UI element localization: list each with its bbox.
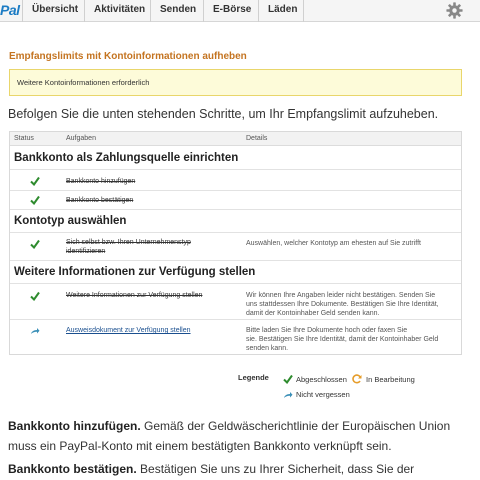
info-notice bbox=[9, 69, 462, 96]
checkmark-icon bbox=[30, 239, 40, 249]
arrow-forward-icon bbox=[30, 327, 40, 335]
task-confirm-bank-account: Bankkonto bestätigen bbox=[66, 197, 134, 204]
detail-line: uns stattdessen Ihre Dokumente. Bestätigen Sie Ihre Identität, bbox=[246, 301, 439, 308]
upload-id-document-link[interactable]: Ausweisdokument zur Verfügung stellen bbox=[66, 327, 191, 334]
detail-line: damit der Kontoinhaber Geld senden kann. bbox=[246, 310, 380, 317]
page-title: Empfangslimits mit Kontoinformationen aufheben bbox=[9, 51, 247, 62]
task-detail-more-info bbox=[246, 291, 456, 318]
checkmark-icon bbox=[30, 291, 40, 301]
nav-divider bbox=[203, 0, 204, 22]
nav-divider bbox=[150, 0, 151, 22]
intro-text: Befolgen Sie die unten stehenden Schritte, um Ihr Empfangslimit aufzuheben. bbox=[8, 107, 439, 121]
nav-divider bbox=[258, 0, 259, 22]
steps-table bbox=[9, 131, 462, 355]
paragraph-heading: Bankkonto hinzufügen. bbox=[8, 419, 141, 433]
task-detail-id-document bbox=[246, 326, 456, 353]
refresh-icon bbox=[352, 374, 362, 384]
legend-title: Legende bbox=[238, 373, 269, 382]
detail-line: senden kann. bbox=[246, 345, 289, 352]
gear-icon[interactable] bbox=[446, 2, 463, 19]
nav-divider bbox=[303, 0, 304, 22]
paragraph-confirm-bank-account bbox=[8, 459, 476, 479]
divider bbox=[10, 232, 461, 233]
table-header bbox=[10, 132, 461, 146]
task-add-bank-account: Bankkonto hinzufügen bbox=[66, 178, 136, 185]
nav-item-send[interactable]: Senden bbox=[160, 4, 197, 15]
nav-item-shops[interactable]: Läden bbox=[268, 4, 298, 15]
nav-divider bbox=[22, 0, 23, 22]
section-title-account-type: Kontotyp auswählen bbox=[14, 215, 127, 227]
checkmark-icon bbox=[30, 176, 40, 186]
paragraph-heading: Bankkonto bestätigen. bbox=[8, 462, 137, 476]
detail-line: sie. Bestätigen Sie Ihre Identität, damit der Kontoinhaber Geld bbox=[246, 336, 439, 343]
divider bbox=[10, 283, 461, 284]
paragraph-text: Bestätigen Sie uns zu Ihrer Sicherheit, dass Sie der bbox=[136, 462, 415, 476]
paypal-logo[interactable]: Pal bbox=[0, 2, 20, 18]
column-header-details: Details bbox=[246, 135, 268, 142]
section-title-more-info: Weitere Informationen zur Verfügung stellen bbox=[14, 266, 256, 278]
nav-divider bbox=[84, 0, 85, 22]
top-navigation bbox=[0, 0, 480, 22]
nav-item-e-boerse[interactable]: E-Börse bbox=[213, 4, 252, 15]
column-header-status: Status bbox=[14, 135, 34, 142]
checkmark-icon bbox=[283, 374, 293, 384]
divider bbox=[10, 319, 461, 320]
legend-completed: Abgeschlossen bbox=[296, 375, 347, 384]
legend-in-progress: In Bearbeitung bbox=[366, 375, 415, 384]
nav-item-activities[interactable]: Aktivitäten bbox=[94, 4, 146, 15]
arrow-forward-icon bbox=[283, 390, 293, 400]
task-identify-type-line1: Sich selbst bzw. Ihren Unternehmenstyp bbox=[66, 239, 191, 246]
task-identify-type-line2: identifizieren bbox=[66, 248, 106, 255]
divider bbox=[10, 169, 461, 170]
divider bbox=[10, 190, 461, 191]
checkmark-icon bbox=[30, 195, 40, 205]
paragraph-add-bank-account bbox=[8, 416, 476, 456]
column-header-tasks: Aufgaben bbox=[66, 135, 96, 142]
legend-not-forgotten: Nicht vergessen bbox=[296, 390, 350, 399]
nav-item-overview[interactable]: Übersicht bbox=[32, 4, 79, 15]
task-provide-more-info: Weitere Informationen zur Verfügung stellen bbox=[66, 292, 203, 299]
info-notice-text: Weitere Kontoinformationen erforderlich bbox=[17, 78, 150, 87]
task-detail-account-type: Auswählen, welcher Kontotyp am ehesten auf Sie zutrifft bbox=[246, 240, 421, 247]
divider bbox=[10, 260, 461, 261]
task-identify-type bbox=[66, 238, 191, 256]
detail-line: Bitte laden Sie Ihre Dokumente hoch oder faxen Sie bbox=[246, 327, 408, 334]
paragraph-text: muss ein PayPal-Konto mit einem bestätigten Bankkonto verknüpft sein. bbox=[8, 439, 392, 453]
detail-line: Wir können Ihre Angaben leider nicht bestätigen. Senden Sie bbox=[246, 292, 436, 299]
divider bbox=[10, 209, 461, 210]
section-title-bank-account: Bankkonto als Zahlungsquelle einrichten bbox=[14, 152, 239, 164]
paragraph-text: Gemäß der Geldwäscherichtlinie der Europäischen Union bbox=[140, 419, 451, 433]
